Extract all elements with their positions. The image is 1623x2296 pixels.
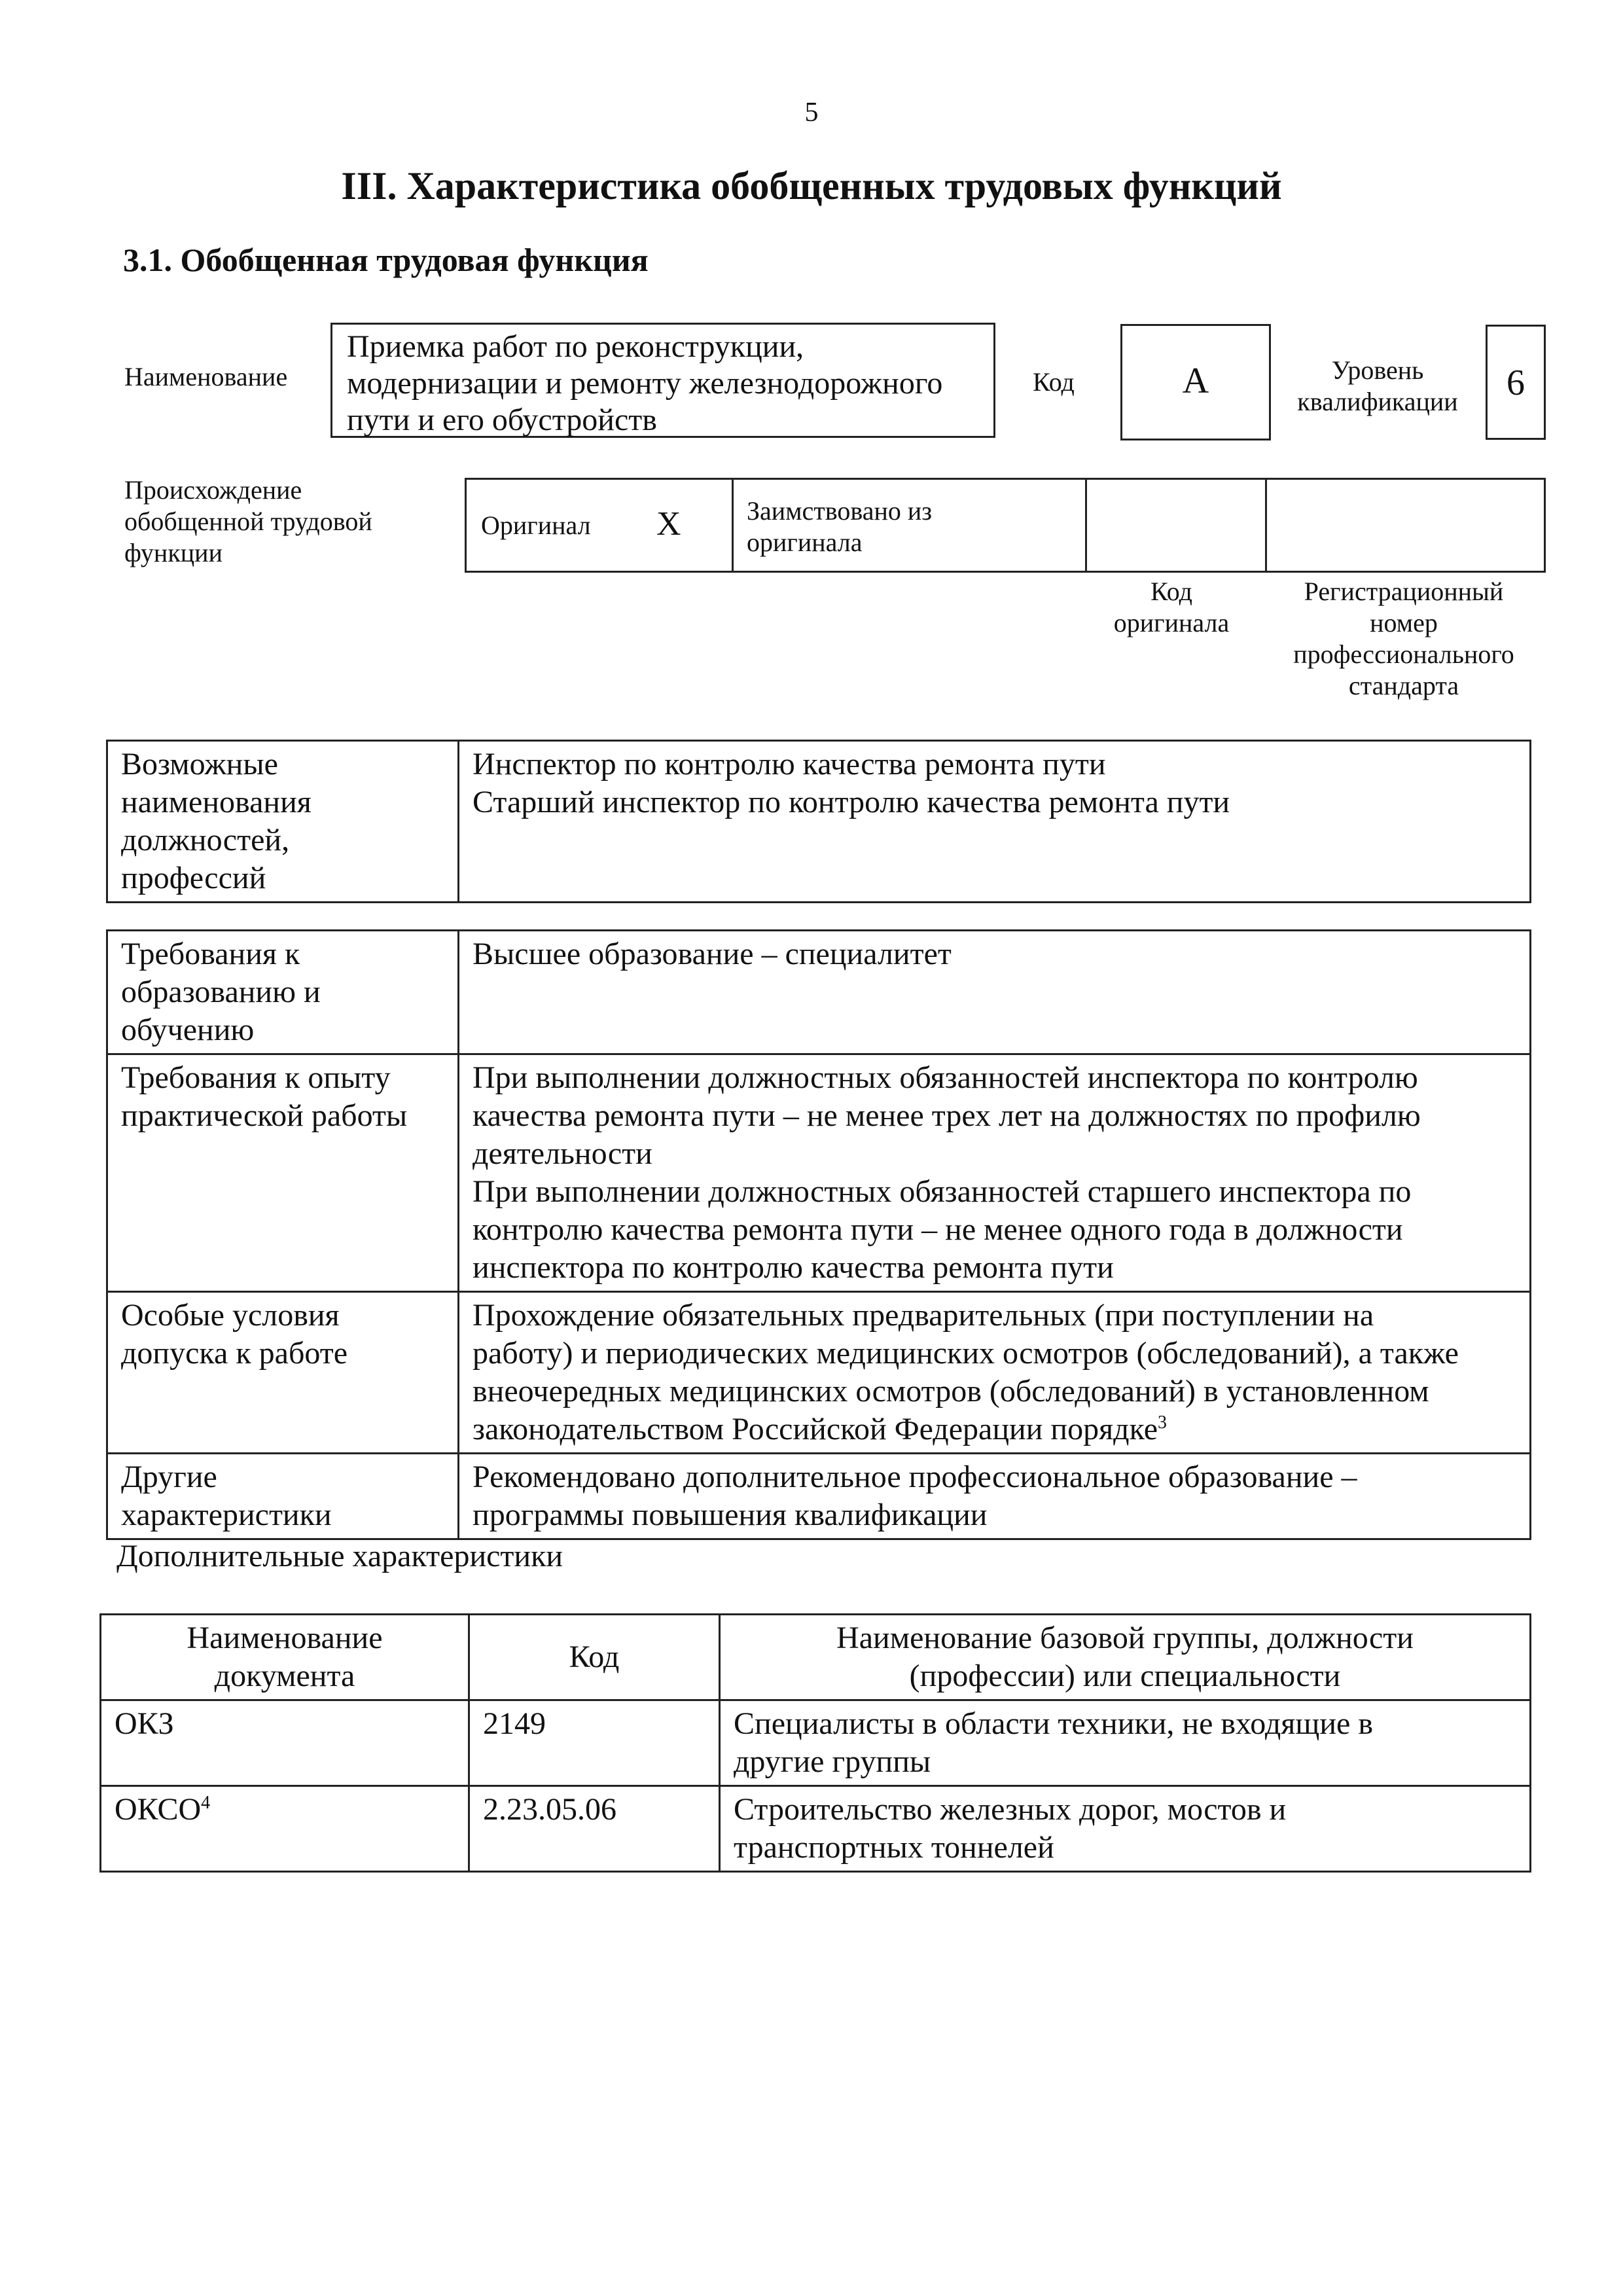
requirement-label: Требования к опыту практической работы <box>107 1054 459 1292</box>
requirement-label: Другие характеристики <box>107 1454 459 1539</box>
positions-values: Инспектор по контролю качества ремонта пути Старший инспектор по контролю качества ремонта пути <box>459 741 1531 903</box>
row-name: Строительство железных дорог, мостов и транспортных тоннелей <box>720 1786 1531 1872</box>
header-name: Наименование базовой группы, должности (профессии) или специальности <box>720 1615 1531 1700</box>
origin-divider-2 <box>1085 480 1087 571</box>
requirement-row-education <box>107 931 1531 1054</box>
code-original-caption: Код оригинала <box>1113 577 1230 637</box>
requirement-value: Рекомендовано дополнительное профессиональное образование – программы повышения квалификации <box>459 1454 1531 1539</box>
requirement-row-special-conditions <box>107 1292 1531 1454</box>
row-code: 2.23.05.06 <box>469 1786 720 1872</box>
subsection-title: 3.1. Обобщенная трудовая функция <box>123 242 649 278</box>
positions-table <box>106 740 1531 903</box>
row-code: 2149 <box>469 1700 720 1786</box>
footnote-marker: 4 <box>201 1793 211 1813</box>
page-number: 5 <box>804 98 819 128</box>
code-label: Код <box>1033 367 1075 397</box>
requirement-row-experience <box>107 1054 1531 1292</box>
level-value: 6 <box>1507 363 1525 403</box>
origin-divider-1 <box>732 480 734 571</box>
name-label: Наименование <box>124 362 288 391</box>
reg-number-caption: Регистрационный номер профессионального стандарта <box>1293 577 1514 700</box>
requirements-table <box>106 929 1531 1540</box>
footnote-marker: 3 <box>1158 1412 1167 1433</box>
header-doc: Наименование документа <box>101 1615 469 1700</box>
original-mark: X <box>656 505 681 543</box>
row-name: Специалисты в области техники, не входящие в другие группы <box>720 1700 1531 1786</box>
origin-label: Происхождение обобщенной трудовой функции <box>124 475 372 567</box>
requirement-value: При выполнении должностных обязанностей инспектора по контролю качества ремонта пути – не менее трех лет на должностях по профилю деятельности При выполнении должностных обязанностей старшего инспектора по контролю качества ремонта пути – не менее одного года в должности инспектора по контролю качества ремонта пути <box>459 1054 1531 1292</box>
additional-title: Дополнительные характеристики <box>116 1539 563 1573</box>
additional-row <box>101 1700 1531 1786</box>
additional-header-row <box>101 1615 1531 1700</box>
original-label: Оригинал <box>481 511 591 540</box>
requirement-value: Высшее образование – специалитет <box>459 931 1531 1054</box>
row-doc: ОКЗ <box>101 1700 469 1786</box>
origin-table <box>465 478 1546 573</box>
code-value-box <box>1120 324 1271 440</box>
borrowed-label: Заимствовано из оригинала <box>747 496 933 557</box>
name-value-box <box>330 323 995 438</box>
section-title: III. Характеристика обобщенных трудовых функций <box>341 164 1282 207</box>
level-label: Уровень квалификации <box>1297 355 1458 416</box>
requirement-value: Прохождение обязательных предварительных (при поступлении на работу) и периодических медицинских осмотров (обследований), а также внеочередных медицинских осмотров (обследований) в установленном законодательством Российской Федерации порядке$^3$ <box>459 1292 1531 1454</box>
requirement-label: Особые условия допуска к работе <box>107 1292 459 1454</box>
origin-divider-3 <box>1265 480 1267 571</box>
additional-table <box>99 1613 1531 1873</box>
header-code: Код <box>469 1615 720 1700</box>
row-doc: ОКСО$^4$ <box>101 1786 469 1872</box>
requirement-row-other <box>107 1454 1531 1539</box>
name-value: Приемка работ по реконструкции, модернизации и ремонту железнодорожного пути и его обустройств <box>347 329 943 437</box>
requirement-label: Требования к образованию и обучению <box>107 931 459 1054</box>
additional-row <box>101 1786 1531 1872</box>
positions-label: Возможные наименования должностей, профессий <box>107 741 459 903</box>
level-value-box <box>1486 325 1546 440</box>
code-value: A <box>1182 361 1209 401</box>
